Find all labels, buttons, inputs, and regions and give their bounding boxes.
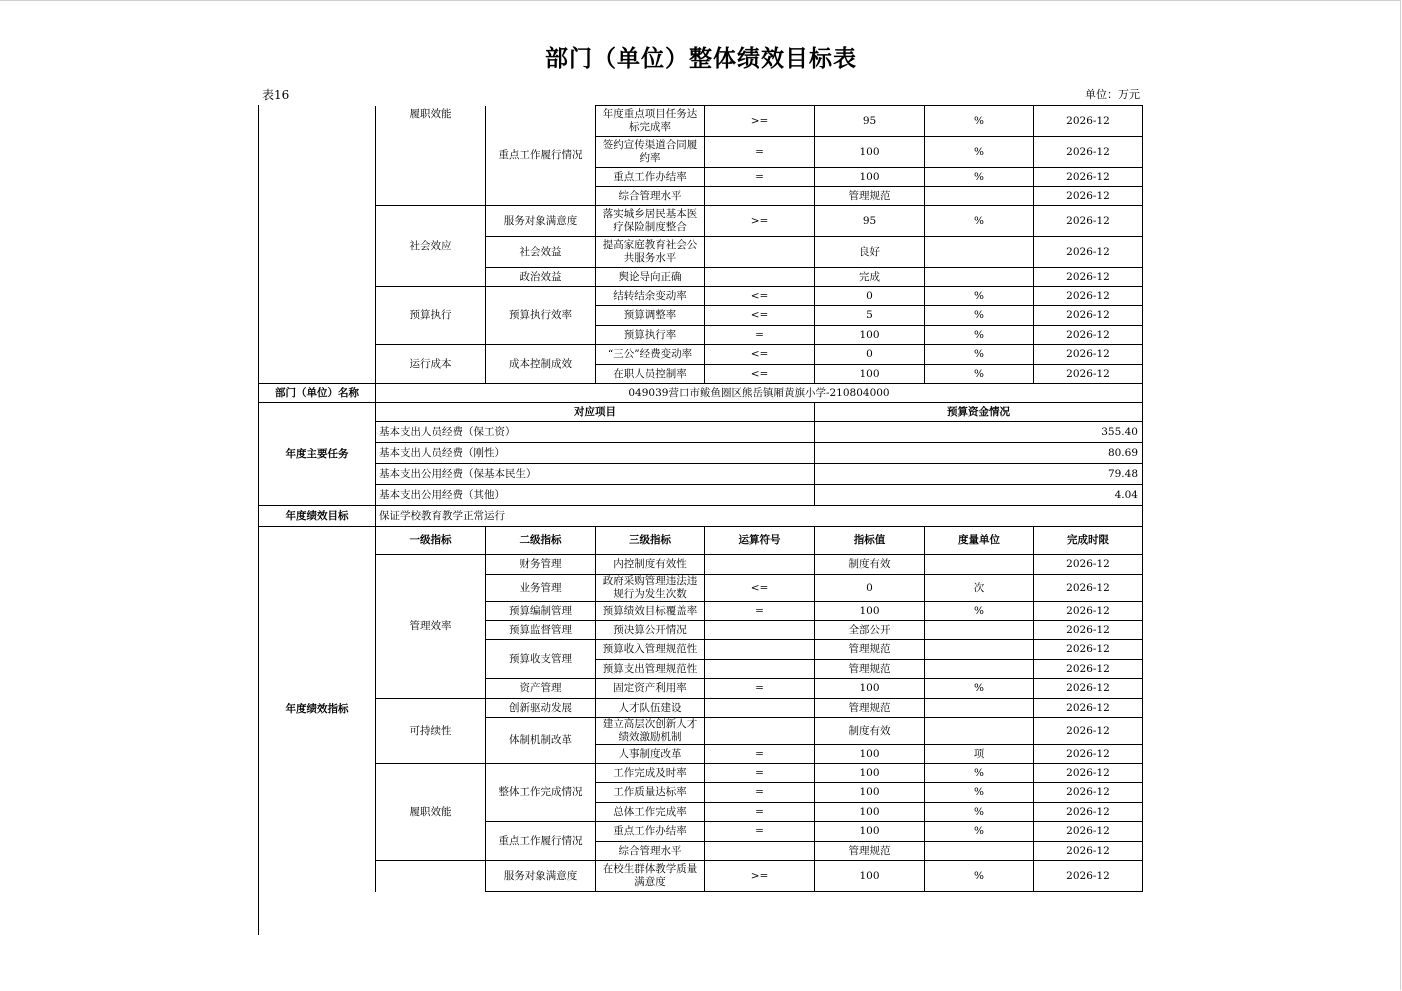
value-cell: 管理规范	[815, 187, 925, 206]
unit-cell: %	[925, 345, 1034, 365]
level3-cell: 预算执行率	[596, 326, 705, 345]
value-cell: 管理规范	[815, 660, 925, 679]
level2-cell: 业务管理	[486, 575, 596, 602]
operator-cell: =	[705, 803, 815, 822]
table-row	[259, 443, 1143, 464]
table-row	[259, 384, 1143, 403]
level2-cell: 服务对象满意度	[486, 861, 596, 892]
unit-cell	[925, 268, 1034, 287]
table-row	[259, 485, 1143, 506]
deadline-cell: 2026-12	[1034, 602, 1143, 621]
value-cell: 100	[815, 326, 925, 345]
deadline-cell: 2026-12	[1034, 679, 1143, 699]
operator-cell: <=	[705, 575, 815, 602]
operator-cell	[705, 268, 815, 287]
value-cell: 100	[815, 822, 925, 842]
operator-cell: <=	[705, 306, 815, 326]
tasks-label: 年度主要任务	[259, 403, 376, 506]
table-row	[259, 527, 1143, 555]
value-cell: 制度有效	[815, 718, 925, 745]
value-cell: 0	[815, 345, 925, 365]
level3-cell: 预决算公开情况	[596, 621, 705, 640]
dept-name-value: 049039营口市鲅鱼圈区熊岳镇厢黄旗小学-210804000	[376, 384, 1143, 403]
unit-cell	[925, 621, 1034, 640]
value-cell: 95	[815, 206, 925, 237]
table-row	[259, 206, 1143, 237]
goal-value: 保证学校教育教学正常运行	[376, 506, 1143, 527]
level2-cell: 社会效益	[486, 237, 596, 268]
deadline-cell: 2026-12	[1034, 764, 1143, 783]
deadline-cell: 2026-12	[1034, 745, 1143, 764]
level3-cell: 年度重点项目任务达标完成率	[596, 106, 705, 137]
operator-cell: <=	[705, 365, 815, 384]
unit-cell: %	[925, 365, 1034, 384]
level3-cell: 预算绩效目标覆盖率	[596, 602, 705, 621]
unit-cell: %	[925, 602, 1034, 621]
unit-cell: %	[925, 679, 1034, 699]
value-cell: 5	[815, 306, 925, 326]
indicators-label: 年度绩效指标	[259, 527, 376, 892]
unit-cell	[925, 718, 1034, 745]
table-row	[259, 506, 1143, 527]
project-cell: 基本支出公用经费（保基本民生）	[376, 464, 815, 485]
unit-cell: 项	[925, 745, 1034, 764]
operator-cell	[705, 718, 815, 745]
table-row	[259, 403, 1143, 422]
deadline-cell: 2026-12	[1034, 660, 1143, 679]
operator-cell	[705, 555, 815, 575]
deadline-cell: 2026-12	[1034, 783, 1143, 803]
value-cell: 制度有效	[815, 555, 925, 575]
value-cell: 95	[815, 106, 925, 137]
level3-cell: 建立高层次创新人才绩效激励机制	[596, 718, 705, 745]
dept-label: 部门（单位）名称	[259, 384, 376, 403]
deadline-cell: 2026-12	[1034, 640, 1143, 660]
unit-cell	[925, 660, 1034, 679]
operator-cell	[705, 237, 815, 268]
value-cell: 管理规范	[815, 842, 925, 861]
project-cell: 基本支出人员经费（保工资）	[376, 422, 815, 443]
indicator-header: 度量单位	[925, 527, 1034, 555]
operator-cell: <=	[705, 345, 815, 365]
deadline-cell: 2026-12	[1034, 555, 1143, 575]
value-cell: 0	[815, 287, 925, 306]
level3-cell: 综合管理水平	[596, 842, 705, 861]
level3-cell: 重点工作办结率	[596, 168, 705, 187]
unit-cell: %	[925, 168, 1034, 187]
unit-cell: %	[925, 803, 1034, 822]
level2-cell: 政治效益	[486, 268, 596, 287]
operator-cell: =	[705, 764, 815, 783]
unit-cell	[925, 699, 1034, 718]
level2-cell: 预算执行效率	[486, 287, 596, 345]
deadline-cell: 2026-12	[1034, 718, 1143, 745]
amount-cell: 80.69	[815, 443, 1143, 464]
value-cell: 100	[815, 764, 925, 783]
level3-cell: 落实城乡居民基本医疗保险制度整合	[596, 206, 705, 237]
amount-cell: 355.40	[815, 422, 1143, 443]
level3-cell: 政府采购管理违法违规行为发生次数	[596, 575, 705, 602]
indicator-header: 运算符号	[705, 527, 815, 555]
level3-cell: 预算调整率	[596, 306, 705, 326]
unit-cell: %	[925, 783, 1034, 803]
deadline-cell: 2026-12	[1034, 206, 1143, 237]
value-cell: 管理规范	[815, 699, 925, 718]
level1-cell: 社会效应	[376, 206, 486, 287]
deadline-cell: 2026-12	[1034, 268, 1143, 287]
level2-cell: 成本控制成效	[486, 345, 596, 384]
level2-cell: 预算收支管理	[486, 640, 596, 679]
unit-cell: %	[925, 287, 1034, 306]
operator-cell: =	[705, 679, 815, 699]
unit-cell: 次	[925, 575, 1034, 602]
deadline-cell: 2026-12	[1034, 842, 1143, 861]
table-row	[259, 861, 1143, 892]
level3-cell: 内控制度有效性	[596, 555, 705, 575]
operator-cell	[705, 699, 815, 718]
project-cell: 基本支出公用经费（其他）	[376, 485, 815, 506]
goal-label: 年度绩效目标	[259, 506, 376, 527]
level1-cell: 预算执行	[376, 287, 486, 345]
value-cell: 100	[815, 745, 925, 764]
level3-cell: 结转结余变动率	[596, 287, 705, 306]
deadline-cell: 2026-12	[1034, 575, 1143, 602]
deadline-cell: 2026-12	[1034, 861, 1143, 892]
table-row	[259, 345, 1143, 365]
operator-cell: =	[705, 745, 815, 764]
table-row	[259, 422, 1143, 443]
deadline-cell: 2026-12	[1034, 137, 1143, 168]
level3-cell: 人事制度改革	[596, 745, 705, 764]
operator-cell: <=	[705, 287, 815, 306]
deadline-cell: 2026-12	[1034, 365, 1143, 384]
sheet-number: 表16	[262, 88, 290, 102]
level3-cell: 签约宣传渠道合同履约率	[596, 137, 705, 168]
deadline-cell: 2026-12	[1034, 621, 1143, 640]
level3-cell: 舆论导向正确	[596, 268, 705, 287]
deadline-cell: 2026-12	[1034, 187, 1143, 206]
level2-cell: 财务管理	[486, 555, 596, 575]
level3-cell: 总体工作完成率	[596, 803, 705, 822]
level3-cell: 工作质量达标率	[596, 783, 705, 803]
table-row	[259, 555, 1143, 575]
value-cell: 0	[815, 575, 925, 602]
deadline-cell: 2026-12	[1034, 822, 1143, 842]
operator-cell	[705, 640, 815, 660]
operator-cell: =	[705, 822, 815, 842]
table-row	[259, 464, 1143, 485]
level1-cell: 运行成本	[376, 345, 486, 384]
indicator-header: 一级指标	[376, 527, 486, 555]
indicator-header: 完成时限	[1034, 527, 1143, 555]
value-cell: 管理规范	[815, 640, 925, 660]
table-row	[259, 106, 1143, 137]
operator-cell	[705, 621, 815, 640]
unit-cell: %	[925, 106, 1034, 137]
value-cell: 完成	[815, 268, 925, 287]
unit-cell	[925, 842, 1034, 861]
operator-cell: =	[705, 137, 815, 168]
indicator-header: 指标值	[815, 527, 925, 555]
table-row	[259, 699, 1143, 718]
level3-cell: 综合管理水平	[596, 187, 705, 206]
value-cell: 100	[815, 602, 925, 621]
unit-cell	[925, 555, 1034, 575]
level1-cell: 管理效率	[376, 555, 486, 699]
project-cell: 基本支出人员经费（刚性）	[376, 443, 815, 464]
amount-cell: 79.48	[815, 464, 1143, 485]
operator-cell: >=	[705, 206, 815, 237]
operator-cell: >=	[705, 861, 815, 892]
level3-cell: 工作完成及时率	[596, 764, 705, 783]
deadline-cell: 2026-12	[1034, 699, 1143, 718]
continued-label-cell	[259, 106, 376, 384]
performance-table	[258, 105, 1143, 892]
unit-cell: %	[925, 764, 1034, 783]
value-cell: 100	[815, 861, 925, 892]
level3-cell: “三公”经费变动率	[596, 345, 705, 365]
project-header: 对应项目	[376, 403, 815, 422]
level2-cell: 资产管理	[486, 679, 596, 699]
unit-cell	[925, 237, 1034, 268]
level3-cell: 固定资产利用率	[596, 679, 705, 699]
value-cell: 全部公开	[815, 621, 925, 640]
unit-cell: %	[925, 326, 1034, 345]
page-title: 部门（单位）整体绩效目标表	[545, 45, 857, 72]
level1-cell: 履职效能	[376, 764, 486, 861]
unit-cell: %	[925, 861, 1034, 892]
indicator-header: 三级指标	[596, 527, 705, 555]
level2-cell: 体制机制改革	[486, 718, 596, 764]
level2-cell: 重点工作履行情况	[486, 822, 596, 861]
level3-cell: 预算收入管理规范性	[596, 640, 705, 660]
level3-cell: 预算支出管理规范性	[596, 660, 705, 679]
value-cell: 100	[815, 137, 925, 168]
level3-cell: 在职人员控制率	[596, 365, 705, 384]
value-cell: 100	[815, 783, 925, 803]
operator-cell: =	[705, 783, 815, 803]
level3-cell: 人才队伍建设	[596, 699, 705, 718]
value-cell: 良好	[815, 237, 925, 268]
level2-cell: 重点工作履行情况	[486, 106, 596, 206]
level2-cell: 服务对象满意度	[486, 206, 596, 237]
level1-cell	[376, 861, 486, 892]
operator-cell: =	[705, 602, 815, 621]
table-row	[259, 764, 1143, 783]
level2-cell: 预算编制管理	[486, 602, 596, 621]
level2-cell: 预算监督管理	[486, 621, 596, 640]
deadline-cell: 2026-12	[1034, 345, 1143, 365]
deadline-cell: 2026-12	[1034, 306, 1143, 326]
amount-cell: 4.04	[815, 485, 1143, 506]
operator-cell: =	[705, 168, 815, 187]
deadline-cell: 2026-12	[1034, 168, 1143, 187]
unit-label: 单位：万元	[1085, 88, 1140, 101]
deadline-cell: 2026-12	[1034, 106, 1143, 137]
table-body	[259, 106, 1143, 892]
unit-cell: %	[925, 206, 1034, 237]
operator-cell: >=	[705, 106, 815, 137]
level3-cell: 重点工作办结率	[596, 822, 705, 842]
value-cell: 100	[815, 803, 925, 822]
value-cell: 100	[815, 679, 925, 699]
value-cell: 100	[815, 365, 925, 384]
unit-cell	[925, 640, 1034, 660]
level3-cell: 提高家庭教育社会公共服务水平	[596, 237, 705, 268]
level1-cell: 可持续性	[376, 699, 486, 764]
unit-cell: %	[925, 137, 1034, 168]
level2-cell: 创新驱动发展	[486, 699, 596, 718]
deadline-cell: 2026-12	[1034, 237, 1143, 268]
unit-cell	[925, 187, 1034, 206]
operator-cell: =	[705, 326, 815, 345]
level1-cell: 履职效能	[376, 106, 486, 206]
operator-cell	[705, 842, 815, 861]
budget-header: 预算资金情况	[815, 403, 1143, 422]
deadline-cell: 2026-12	[1034, 803, 1143, 822]
level3-cell: 在校生群体教学质量满意度	[596, 861, 705, 892]
indicator-header: 二级指标	[486, 527, 596, 555]
value-cell: 100	[815, 168, 925, 187]
operator-cell	[705, 660, 815, 679]
level2-cell: 整体工作完成情况	[486, 764, 596, 822]
unit-cell: %	[925, 306, 1034, 326]
table-row	[259, 287, 1143, 306]
operator-cell	[705, 187, 815, 206]
unit-cell: %	[925, 822, 1034, 842]
deadline-cell: 2026-12	[1034, 326, 1143, 345]
deadline-cell: 2026-12	[1034, 287, 1143, 306]
